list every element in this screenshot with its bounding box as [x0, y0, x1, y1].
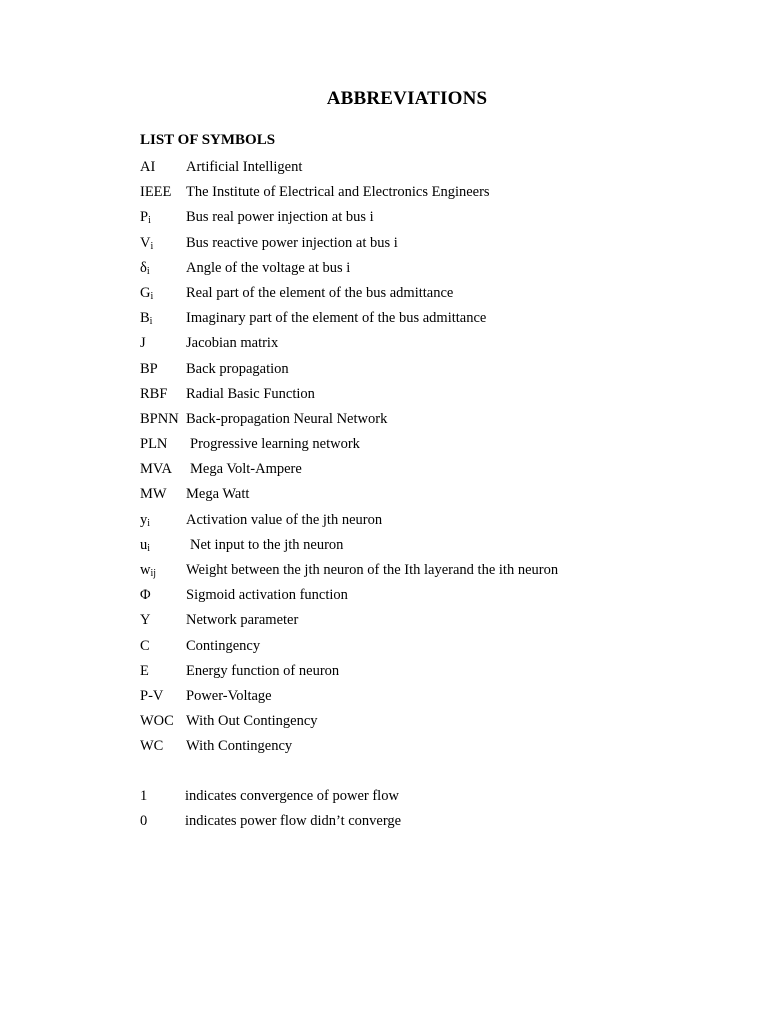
list-item — [140, 684, 740, 709]
list-item — [140, 382, 740, 407]
list-item — [140, 659, 740, 684]
definition: Mega Volt-Ampere — [190, 461, 302, 478]
symbol: WOC — [140, 713, 174, 730]
list-item — [140, 809, 740, 834]
symbol-list — [140, 155, 740, 760]
definition: Activation value of the jth neuron — [186, 511, 383, 528]
definition: Contingency — [186, 637, 261, 654]
definition: Back propagation — [186, 360, 289, 377]
symbol: RBF — [140, 385, 168, 402]
definition: Real part of the element of the bus admittance — [186, 284, 454, 301]
symbol: $\delta_i$ — [140, 259, 150, 277]
symbol: Φ — [140, 587, 151, 604]
symbol: MW — [140, 486, 167, 503]
definition: Artificial Intelligent — [186, 159, 303, 175]
symbol: Y — [140, 612, 151, 629]
symbol: $B_i$ — [140, 310, 153, 328]
definition: Progressive learning network — [190, 436, 360, 453]
definition: Net input to the jth neuron — [190, 536, 344, 553]
list-item — [140, 709, 740, 734]
symbol: $u_i$ — [140, 536, 151, 554]
definition: Back-propagation Neural Network — [186, 410, 388, 427]
definition: Bus real power injection at bus i — [186, 209, 374, 226]
list-item — [140, 432, 740, 457]
list-item — [140, 407, 740, 432]
list-item — [140, 155, 740, 180]
symbol: $V_i$ — [140, 234, 154, 252]
list-item — [140, 634, 740, 659]
note-symbol: 1 — [140, 788, 148, 804]
symbol: AI — [140, 159, 156, 175]
symbol: PLN — [140, 436, 168, 453]
definition: Imaginary part of the element of the bus admittance — [186, 310, 487, 327]
symbol: $P_i$ — [140, 209, 151, 227]
definition: With Contingency — [186, 738, 293, 755]
definition: Power-Voltage — [186, 687, 272, 704]
list-item — [140, 306, 740, 331]
list-item — [140, 533, 740, 558]
definition: Sigmoid activation function — [186, 587, 348, 604]
list-item — [140, 583, 740, 608]
definition: Radial Basic Function — [186, 385, 315, 402]
symbol: BPNN — [140, 410, 179, 427]
symbol: $y_i$ — [140, 511, 151, 529]
symbol: $G_i$ — [140, 284, 154, 302]
note-symbol: 0 — [140, 813, 148, 830]
list-item — [140, 457, 740, 482]
definition: Network parameter — [186, 612, 299, 629]
symbol: MVA — [140, 461, 172, 478]
definition: The Institute of Electrical and Electronics Engineers — [186, 184, 490, 201]
symbol: C — [140, 637, 150, 654]
symbol: IEEE — [140, 184, 172, 201]
list-item — [140, 608, 740, 633]
definition: Jacobian matrix — [186, 335, 279, 352]
list-item — [140, 281, 740, 306]
symbol: J — [140, 335, 146, 352]
list-item — [140, 256, 740, 281]
page-title: ABBREVIATIONS — [326, 88, 488, 109]
list-item — [140, 482, 740, 507]
note-definition: indicates convergence of power flow — [185, 788, 399, 804]
section-heading: LIST OF SYMBOLS — [140, 132, 276, 148]
definition: Bus reactive power injection at bus i — [186, 234, 398, 251]
list-item — [140, 180, 740, 205]
symbol: $w_{ij}$ — [140, 562, 157, 579]
symbol: P-V — [140, 687, 164, 704]
notes-list — [140, 784, 740, 834]
symbol: WC — [140, 738, 164, 755]
definition: Weight between the jth neuron of the Ith layerand the ith neuron — [186, 562, 559, 578]
list-item — [140, 508, 740, 533]
definition: Mega Watt — [186, 486, 250, 503]
list-item — [140, 331, 740, 356]
list-item — [140, 734, 740, 759]
symbol: BP — [140, 360, 158, 377]
symbol: E — [140, 662, 149, 679]
definition: With Out Contingency — [186, 713, 318, 730]
note-definition: indicates power flow didn’t converge — [185, 813, 402, 830]
list-item — [140, 558, 740, 583]
list-item — [140, 357, 740, 382]
list-item — [140, 784, 740, 809]
list-item — [140, 205, 740, 230]
definition: Angle of the voltage at bus i — [186, 259, 351, 276]
definition: Energy function of neuron — [186, 662, 340, 679]
list-item — [140, 231, 740, 256]
